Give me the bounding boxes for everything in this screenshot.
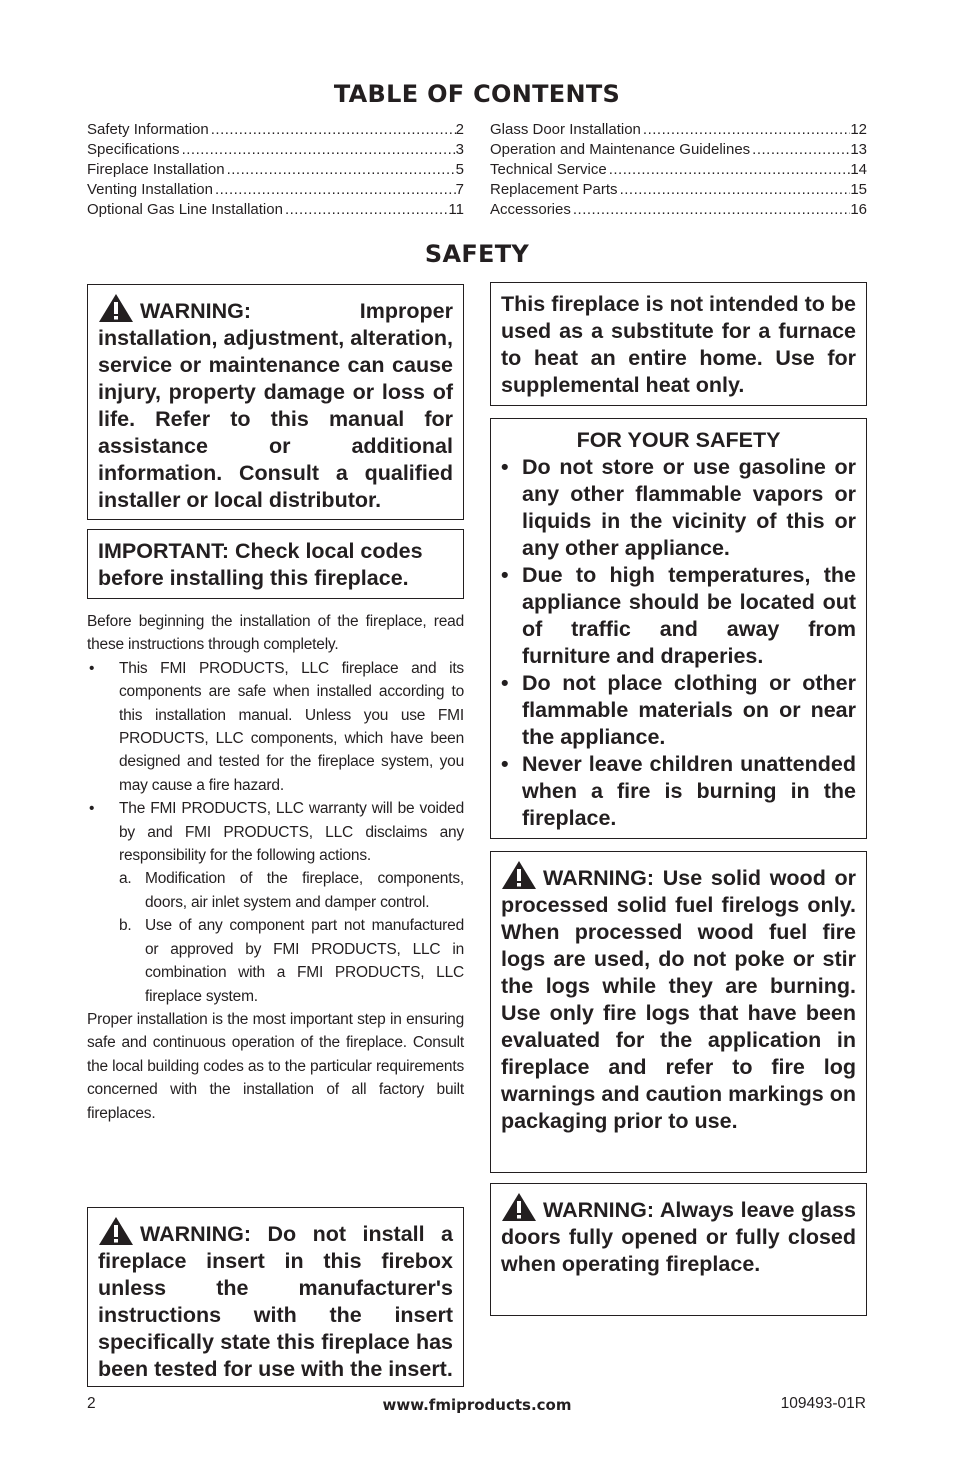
safety-list-text: Due to high temperatures, the appliance should be located out of traffic and away from furniture and draperies. [522, 563, 856, 668]
toc-entry-title: Optional Gas Line Installation [87, 201, 283, 218]
warning-insert-box [87, 1207, 464, 1387]
toc-entry-page: 3 [455, 141, 464, 158]
important-box [87, 529, 464, 599]
warning-wood-text: WARNING: Use solid wood or processed solid fuel firelogs only. When processed wood fuel fire logs are used, do not poke or stir the logs while they are burning. Use only fire logs that have been evaluated for the application in fireplace and refer to fire log warnings and caution markings on packaging prior to use. [501, 866, 856, 1133]
toc-entry-title: Technical Service [490, 161, 607, 178]
website-link[interactable]: www.fmiproducts.com [382, 1396, 572, 1414]
toc-right-column [490, 120, 867, 220]
toc-entry-title: Replacement Parts [490, 181, 618, 198]
toc-entry-page: 11 [448, 201, 464, 218]
safety-list-item: • Due to high temperatures, the appliance should be located out of traffic and away from furniture and draperies. [501, 563, 856, 668]
toc-leader [209, 120, 456, 140]
toc-entry-page: 16 [850, 201, 867, 218]
section-title-safety: SAFETY [424, 240, 530, 268]
safety-list-item: • Never leave children unattended when a fire is burning in the fireplace. [501, 752, 856, 830]
toc-entry[interactable] [87, 120, 464, 140]
for-your-safety-heading: FOR YOUR SAFETY [576, 428, 781, 452]
toc-entry[interactable] [87, 180, 464, 200]
toc-entry-title: Fireplace Installation [87, 161, 225, 178]
toc-entry-page: 2 [455, 121, 464, 138]
toc-leader [283, 200, 448, 220]
list-item: • This FMI PRODUCTS, LLC fireplace and its components are safe when installed according to this installation manual. Unless you use FMI PRODUCTS, LLC components, which have been designed and tested for the fireplace system, you may cause a fire hazard. [89, 659, 464, 794]
document-code: 109493-01R [780, 1395, 866, 1412]
safety-list-text: Do not store or use gasoline or any other flammable vapors or liquids in the vicinity of this or any other appliance. [522, 455, 856, 560]
toc-leader [618, 180, 851, 200]
toc-leader [641, 120, 850, 140]
intro-paragraph: Before beginning the installation of the fireplace, read these instructions through completely. [87, 613, 464, 654]
important-text: IMPORTANT: Check local codes before installing this fireplace. [98, 539, 423, 590]
sub-list-text: Modification of the fireplace, components, doors, air inlet system and damper control. [145, 870, 464, 911]
sub-list-marker: b. [119, 917, 132, 935]
toc-entry-page: 13 [850, 141, 867, 158]
page-number: 2 [87, 1395, 96, 1412]
safety-list [501, 454, 856, 832]
sub-list-item [119, 867, 464, 914]
list-item-text: The FMI PRODUCTS, LLC warranty will be voided by and FMI PRODUCTS, LLC disclaims any responsibility for the following actions. [119, 800, 464, 865]
toc-entry-page: 14 [850, 161, 867, 178]
toc-entry[interactable] [490, 180, 867, 200]
toc-leader [213, 180, 456, 200]
toc-entry-title: Venting Installation [87, 181, 213, 198]
toc-entry-title: Operation and Maintenance Guidelines [490, 141, 751, 158]
warning-triangle-icon [501, 860, 537, 888]
toc-entry-page: 15 [850, 181, 867, 198]
toc-entry-title: Specifications [87, 141, 180, 158]
toc-entry[interactable] [490, 140, 867, 160]
toc-entry-title: Accessories [490, 201, 571, 218]
warning-insert-text: WARNING: Do not install a fireplace insert in this firebox unless the manufacturer's instructions with the insert specifically state this fireplace has been tested for use with the insert. [98, 1222, 453, 1381]
warning-triangle-icon [501, 1192, 537, 1220]
not-intended-box [490, 282, 867, 406]
proper-install-paragraph: Proper installation is the most important step in ensuring safe and continuous operation of the fireplace. Consult the local building codes as to the particular requirements concerned with the installation of all factory built fireplaces. [87, 1010, 464, 1122]
sub-list-marker: a. [119, 870, 132, 888]
safety-list-item: • Do not store or use gasoline or any other flammable vapors or liquids in the vicinity of this or any other appliance. [501, 455, 856, 560]
warning-glass-box [490, 1183, 867, 1316]
toc-entry-title: Safety Information [87, 121, 209, 138]
toc-entry[interactable] [87, 160, 464, 180]
toc-leader [180, 140, 456, 160]
sub-list-item [119, 914, 464, 1008]
bullet-list [87, 657, 464, 1008]
toc-leader [607, 160, 851, 180]
left-body-text [87, 610, 464, 1125]
toc-leader [750, 140, 850, 160]
list-item: • The FMI PRODUCTS, LLC warranty will be voided by and FMI PRODUCTS, LLC disclaims any responsibility for the following actions. a. Modification of the fireplace, components, doors, air inlet system and damper control. b. Use of any component part not manufactured or approved by FMI PRODUCTS, LLC in combination with a FMI PRODUCTS, LLC fireplace system. [87, 797, 464, 1008]
safety-list-item: • Do not place clothing or other flammable materials on or near the appliance. [501, 671, 856, 749]
toc-entry-page: 12 [850, 121, 867, 138]
not-intended-text: This fireplace is not intended to be used as a substitute for a furnace to heat an entire home. Use for supplemental heat only. [501, 292, 856, 397]
safety-list-text: Do not place clothing or other flammable materials on or near the appliance. [522, 671, 856, 749]
toc-entry[interactable] [87, 140, 464, 160]
warning-triangle-icon [98, 1216, 134, 1244]
safety-list-text: Never leave children unattended when a fire is burning in the fireplace. [522, 752, 856, 830]
toc-entry-title: Glass Door Installation [490, 121, 641, 138]
toc-entry[interactable] [490, 200, 867, 220]
warning-install-text: WARNING: Improper installation, adjustment, alteration, service or maintenance can cause injury, property damage or loss of life. Refer to this manual for assistance or additional information. Consult a qualified installer or local distributor. [98, 299, 453, 512]
for-your-safety-box [490, 418, 867, 839]
toc-entry-page: 5 [455, 161, 464, 178]
warning-wood-box [490, 851, 867, 1173]
sub-list [119, 867, 464, 1007]
toc-entry[interactable] [490, 160, 867, 180]
toc-leader [571, 200, 850, 220]
warning-install-box [87, 284, 464, 520]
toc-entry-page: 7 [455, 181, 464, 198]
page-title: TABLE OF CONTENTS [333, 80, 621, 108]
toc-left-column [87, 120, 464, 220]
toc-entry[interactable] [490, 120, 867, 140]
list-item-text: This FMI PRODUCTS, LLC fireplace and its components are safe when installed according to this installation manual. Unless you use FMI PRODUCTS, LLC components, which have been designed and tested for the fireplace system, you may cause a fire hazard. [119, 659, 464, 794]
sub-list-text: Use of any component part not manufactured or approved by FMI PRODUCTS, LLC in combination with a FMI PRODUCTS, LLC fireplace system. [145, 917, 464, 1005]
toc-leader [225, 160, 456, 180]
toc-entry[interactable] [87, 200, 464, 220]
warning-triangle-icon [98, 293, 134, 321]
warning-glass-text: WARNING: Always leave glass doors fully opened or fully closed when operating fireplace. [501, 1198, 856, 1276]
